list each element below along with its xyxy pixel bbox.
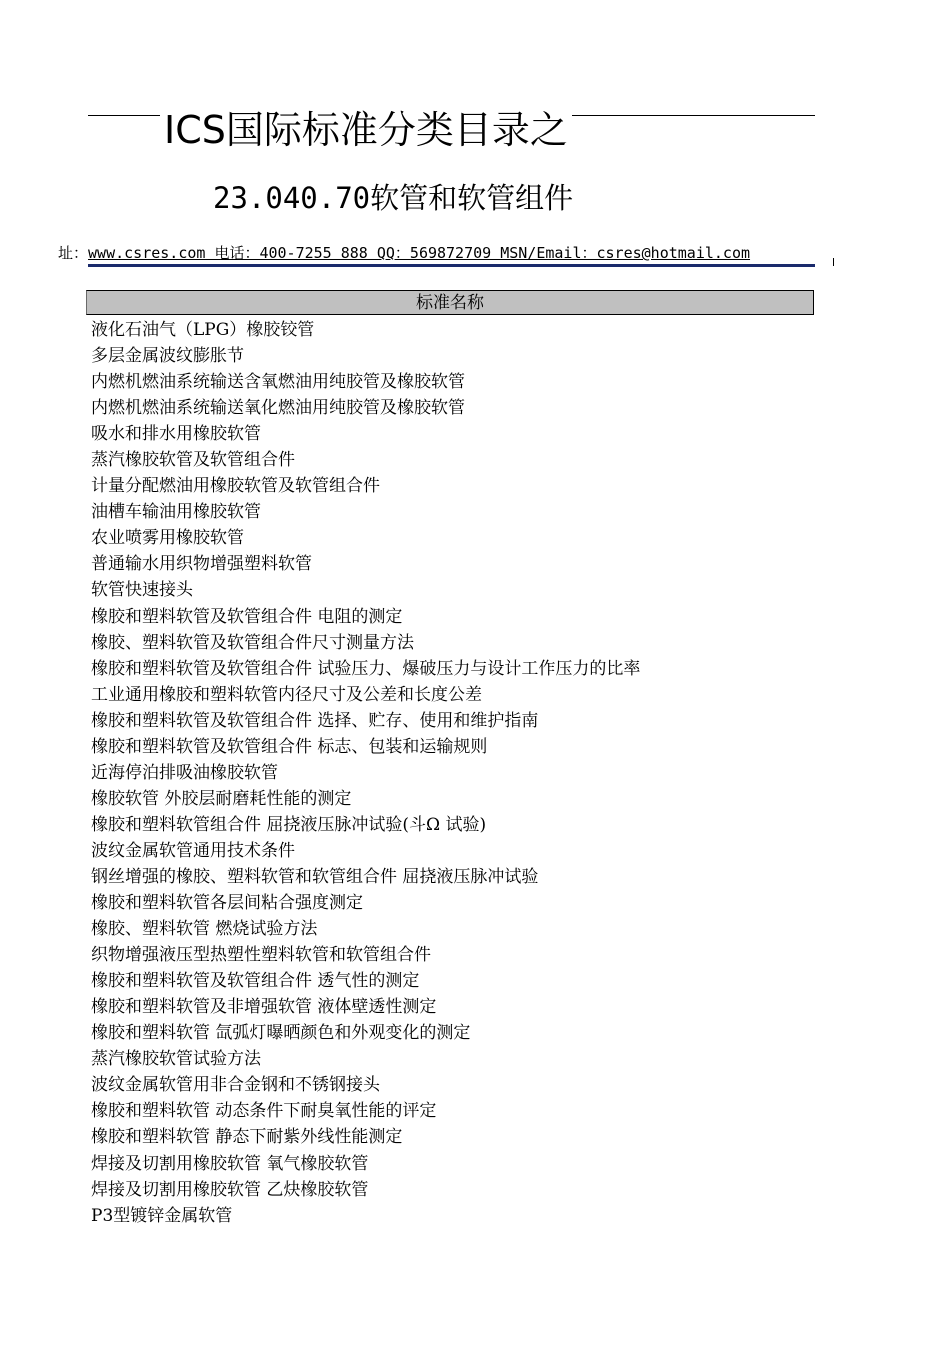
list-item: 橡胶和塑料软管及软管组合件 透气性的测定 bbox=[91, 971, 420, 992]
list-item: 橡胶和塑料软管及软管组合件 电阻的测定 bbox=[91, 606, 403, 627]
list-item: 橡胶、塑料软管及软管组合件尺寸测量方法 bbox=[91, 632, 414, 653]
list-item: 焊接及切割用橡胶软管 氧气橡胶软管 bbox=[91, 1153, 369, 1174]
contact-rule bbox=[88, 264, 815, 267]
list-item: 普通输水用织物增强塑料软管 bbox=[91, 554, 312, 575]
contact-tick-mark bbox=[833, 258, 834, 266]
list-item: 橡胶和塑料软管及软管组合件 选择、贮存、使用和维护指南 bbox=[91, 710, 539, 731]
list-item: 橡胶和塑料软管及非增强软管 液体壁透性测定 bbox=[91, 997, 437, 1018]
list-item: 焊接及切割用橡胶软管 乙炔橡胶软管 bbox=[91, 1179, 369, 1200]
list-item: 吸水和排水用橡胶软管 bbox=[91, 424, 261, 445]
list-item: 农业喷雾用橡胶软管 bbox=[91, 528, 244, 549]
list-item: 钢丝增强的橡胶、塑料软管和软管组合件 屈挠液压脉冲试验 bbox=[91, 866, 539, 887]
page-title: ICS国际标准分类目录之 bbox=[160, 104, 572, 156]
list-item: 内燃机燃油系统输送氧化燃油用纯胶管及橡胶软管 bbox=[91, 398, 465, 419]
list-item: 橡胶和塑料软管及软管组合件 试验压力、爆破压力与设计工作压力的比率 bbox=[91, 658, 641, 679]
list-item: 橡胶软管 外胶层耐磨耗性能的测定 bbox=[91, 788, 352, 809]
list-item: 多层金属波纹膨胀节 bbox=[91, 346, 244, 367]
table-header: 标准名称 bbox=[86, 290, 814, 315]
list-item: 橡胶和塑料软管各层间粘合强度测定 bbox=[91, 893, 363, 914]
list-item: 计量分配燃油用橡胶软管及软管组合件 bbox=[91, 476, 380, 497]
list-item: 橡胶和塑料软管组合件 屈挠液压脉冲试验(斗Ω 试验) bbox=[91, 814, 487, 835]
standards-list bbox=[91, 317, 640, 1229]
page-subtitle: 23.040.70软管和软管组件 bbox=[213, 181, 574, 215]
list-item: 波纹金属软管通用技术条件 bbox=[91, 840, 295, 861]
list-item: 工业通用橡胶和塑料软管内径尺寸及公差和长度公差 bbox=[91, 684, 482, 705]
list-item: 橡胶和塑料软管 动态条件下耐臭氧性能的评定 bbox=[91, 1101, 437, 1122]
list-item: P3型镀锌金属软管 bbox=[91, 1205, 233, 1226]
list-item: 内燃机燃油系统输送含氧燃油用纯胶管及橡胶软管 bbox=[91, 372, 465, 393]
list-item: 液化石油气（LPG）橡胶铰管 bbox=[91, 320, 315, 340]
list-item: 近海停泊排吸油橡胶软管 bbox=[91, 762, 278, 783]
list-item: 橡胶和塑料软管及软管组合件 标志、包装和运输规则 bbox=[91, 736, 488, 757]
list-item: 油槽车输油用橡胶软管 bbox=[91, 502, 261, 523]
list-item: 蒸汽橡胶软管及软管组合件 bbox=[91, 450, 295, 471]
list-item: 橡胶和塑料软管 静态下耐紫外线性能测定 bbox=[91, 1127, 403, 1148]
contact-prefix: 址： bbox=[58, 244, 89, 262]
contact-line bbox=[58, 242, 840, 264]
list-item: 蒸汽橡胶软管试验方法 bbox=[91, 1049, 261, 1070]
list-item: 橡胶和塑料软管 氙弧灯曝晒颜色和外观变化的测定 bbox=[91, 1023, 471, 1044]
contact-address[interactable]: www.csres.com 电话：400-7255 888 QQ：569872709 MSN/Email：csres@hotmail.com bbox=[88, 244, 751, 262]
list-item: 橡胶、塑料软管 燃烧试验方法 bbox=[91, 919, 318, 940]
list-item: 织物增强液压型热塑性塑料软管和软管组合件 bbox=[91, 945, 431, 966]
list-item: 波纹金属软管用非合金钢和不锈钢接头 bbox=[91, 1075, 380, 1096]
list-item: 软管快速接头 bbox=[91, 580, 193, 601]
